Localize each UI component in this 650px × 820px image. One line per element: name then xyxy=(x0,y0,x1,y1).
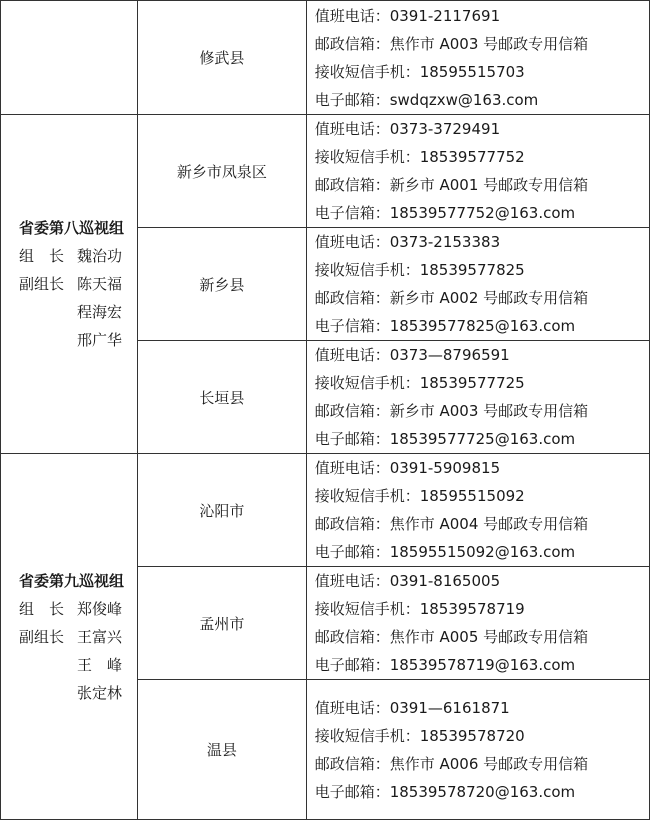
contact-info-cell xyxy=(306,680,649,820)
member-name: 王 峰 xyxy=(77,655,123,674)
postal-box: 邮政信箱：新乡市 A003 号邮政专用信箱 xyxy=(314,402,589,420)
postal-box: 邮政信箱：焦作市 A004 号邮政专用信箱 xyxy=(314,515,589,533)
county-cell: 新乡县 xyxy=(138,228,307,341)
postal-box: 邮政信箱：新乡市 A002 号邮政专用信箱 xyxy=(314,289,589,307)
contact-info-cell xyxy=(306,228,649,341)
county-cell: 修武县 xyxy=(138,1,307,115)
group-member xyxy=(1,242,137,270)
duty-phone: 值班电话：0391—6161871 xyxy=(314,698,510,717)
contact-info-cell xyxy=(306,341,649,454)
group-member xyxy=(1,651,137,679)
table-row xyxy=(1,454,650,567)
email: 电子邮箱：18539577725@163.com xyxy=(314,430,576,448)
group-member xyxy=(1,326,137,354)
group-member xyxy=(1,679,137,707)
duty-phone: 值班电话：0373—8796591 xyxy=(314,346,510,364)
group-cell-empty xyxy=(1,1,138,115)
group-cell-9 xyxy=(1,454,138,820)
group-member xyxy=(1,595,137,623)
member-role: 副组长 xyxy=(19,275,65,293)
member-name: 郑俊峰 xyxy=(77,599,123,618)
group-cell-8 xyxy=(1,115,138,454)
duty-phone: 值班电话：0391-5909815 xyxy=(314,459,501,477)
county-cell: 长垣县 xyxy=(138,341,307,454)
email: 电子邮箱：18539578719@163.com xyxy=(314,656,576,674)
county-cell: 孟州市 xyxy=(138,567,307,680)
member-name: 魏治功 xyxy=(77,247,123,265)
postal-box: 邮政信箱：新乡市 A001 号邮政专用信箱 xyxy=(314,176,589,194)
group-title: 省委第九巡视组 xyxy=(19,571,125,590)
county-cell: 温县 xyxy=(138,680,307,820)
member-name: 程海宏 xyxy=(77,303,123,321)
sms-phone: 接收短信手机：18595515092 xyxy=(314,487,525,505)
duty-phone: 值班电话：0391-8165005 xyxy=(314,572,501,590)
sms-phone: 接收短信手机：18539577825 xyxy=(314,261,525,279)
table-row xyxy=(1,115,650,228)
county-cell: 沁阳市 xyxy=(138,454,307,567)
contact-info-cell xyxy=(306,1,649,115)
member-role: 副组长 xyxy=(19,627,65,646)
member-name: 陈天福 xyxy=(77,275,123,293)
table-row xyxy=(1,1,650,115)
email: 电子邮箱：18595515092@163.com xyxy=(314,543,576,561)
member-role: 组 长 xyxy=(19,599,65,618)
postal-box: 邮政信箱：焦作市 A006 号邮政专用信箱 xyxy=(314,754,589,773)
email: 电子信箱：18539577825@163.com xyxy=(314,317,576,335)
group-member xyxy=(1,298,137,326)
member-name: 王富兴 xyxy=(77,627,123,646)
group-title: 省委第八巡视组 xyxy=(19,219,125,237)
email: 电子邮箱：18539578720@163.com xyxy=(314,782,576,801)
email: 电子邮箱：swdqzxw@163.com xyxy=(314,90,539,109)
sms-phone: 接收短信手机：18539578720 xyxy=(314,726,525,745)
sms-phone: 接收短信手机：18539578719 xyxy=(314,600,525,618)
group-member xyxy=(1,623,137,651)
contact-info-cell xyxy=(306,115,649,228)
duty-phone: 值班电话：0373-2153383 xyxy=(314,233,501,251)
postal-box: 邮政信箱：焦作市 A003 号邮政专用信箱 xyxy=(314,34,589,53)
member-role: 组 长 xyxy=(19,247,65,265)
contact-info-cell xyxy=(306,567,649,680)
duty-phone: 值班电话：0391-2117691 xyxy=(314,6,501,25)
postal-box: 邮政信箱：焦作市 A005 号邮政专用信箱 xyxy=(314,628,589,646)
sms-phone: 接收短信手机：18595515703 xyxy=(314,62,525,81)
email: 电子信箱：18539577752@163.com xyxy=(314,204,576,222)
sms-phone: 接收短信手机：18539577752 xyxy=(314,148,525,166)
duty-phone: 值班电话：0373-3729491 xyxy=(314,120,501,138)
contact-info-cell xyxy=(306,454,649,567)
sms-phone: 接收短信手机：18539577725 xyxy=(314,374,525,392)
member-name: 邢广华 xyxy=(77,331,123,349)
county-cell: 新乡市凤泉区 xyxy=(138,115,307,228)
group-member xyxy=(1,270,137,298)
member-name: 张定林 xyxy=(77,683,123,702)
